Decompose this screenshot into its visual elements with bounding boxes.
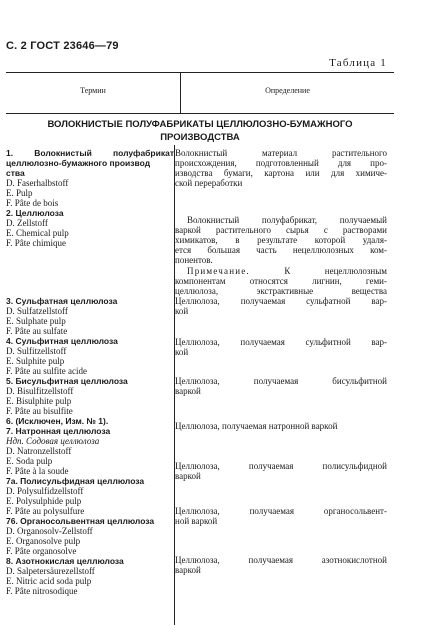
definition-line: Волокнистый материал растительного: [175, 148, 387, 158]
definition-line: понентов.: [175, 255, 213, 265]
term-line: D. Polysulfidzellstoff: [6, 486, 84, 496]
term-line: F. Pâte organosolve: [6, 546, 77, 556]
term-heading: 1. Волокнистый полуфабрикат: [6, 148, 174, 158]
table-header: [6, 72, 394, 114]
term-line: D. Faserhalbstoff: [6, 178, 69, 188]
section-title-line: ВОЛОКНИСТЫЕ ПОЛУФАБРИКАТЫ ЦЕЛЛЮЛОЗНО-БУМАЖНОГО: [47, 119, 353, 130]
definition-line: варкой растительного сырья с растворами: [175, 225, 387, 235]
term-line: E. Sulphate pulp: [6, 316, 66, 326]
definition-line: ется большая часть нецеллюлозных ком-: [175, 245, 387, 255]
term-line: D. Organosolv-Zellstoff: [6, 526, 93, 536]
term-line: E. Chemical pulp: [6, 228, 69, 238]
term-line: F. Pâte chimique: [6, 238, 67, 248]
term-heading: 76. Органосольвентная целлюлоза: [6, 516, 155, 526]
column-header-definition: Определение: [265, 86, 310, 95]
term-line: E. Organosolve pulp: [6, 536, 81, 546]
term-heading: целлюлозно-бумажного производ: [6, 158, 151, 168]
term-line: D. Bisulfitzellstoff: [6, 386, 74, 396]
definition-line: Целлюлоза, получаемая сульфатной вар-: [175, 296, 387, 306]
term-line: F. Pâte au sulfite acide: [6, 366, 88, 376]
term-line: D. Natronzellstoff: [6, 446, 72, 456]
term-heading: 2. Целлюлоза: [6, 208, 64, 218]
definition-line: Примечание. К нецеллюлозным: [187, 266, 387, 276]
definition-line: химикатов, в результате которой удаля-: [175, 235, 387, 245]
definition-line: Целлюлоза, получаемая бисульфитной: [175, 376, 387, 386]
term-line: F. Pâte à la soude: [6, 466, 69, 476]
term-heading: 8. Азотнокислая целлюлоза: [6, 556, 124, 566]
definition-line: ской переработки: [175, 178, 243, 188]
note-label: Примечание.: [187, 266, 250, 276]
definition-line: варкой: [175, 565, 201, 575]
term-line: E. Nitric acid soda pulp: [6, 576, 92, 586]
definition-line: варкой: [175, 471, 201, 481]
definition-line: Целлюлоза, получаемая натронной варкой: [175, 421, 338, 431]
term-line: E. Soda pulp: [6, 456, 53, 466]
term-heading: 7a. Полисульфидная целлюлоза: [6, 476, 145, 486]
term-line: E. Bisulphite pulp: [6, 396, 72, 406]
term-line: F. Pâte au sulfate: [6, 326, 68, 336]
definition-line: Целлюлоза, получаемая полисульфидной: [175, 461, 387, 471]
definition-line: происхождения, подготовленный для про-: [175, 158, 387, 168]
definition-line: Целлюлоза, получаемая сульфитной вар-: [175, 337, 387, 347]
term-heading: 7. Натронная целлюлоза: [6, 426, 111, 436]
section-title: [6, 118, 394, 144]
term-line: F. Pâte de bois: [6, 198, 59, 208]
page-header: С. 2 ГОСТ 23646—79: [6, 40, 119, 52]
column-header-term: Термин: [80, 86, 106, 95]
term-line: E. Polysulphide pulp: [6, 496, 82, 506]
term-line: F. Pâte au bisulfite: [6, 406, 73, 416]
term-heading: 4. Сульфитная целлюлоза: [6, 336, 118, 346]
term-heading: 5. Бисульфитная целлюлоза: [6, 376, 128, 386]
term-heading: 6. (Исключен, Изм. № 1).: [6, 416, 109, 426]
definition-line: ной варкой: [175, 516, 218, 526]
section-title-line: ПРОИЗВОДСТВА: [160, 132, 240, 143]
term-line: E. Pulp: [6, 188, 33, 198]
definition-line: целлюлоза, экстрактивные вещества: [175, 286, 387, 296]
term-line: Ндп. Содовая целлюлоза: [6, 436, 100, 446]
term-line: D. Salpetersäurezellstoff: [6, 566, 95, 576]
definition-line: кой: [175, 347, 189, 357]
term-line: D. Zellstoff: [6, 218, 48, 228]
term-line: D. Sulfitzellstoff: [6, 346, 67, 356]
term-line: F. Pâte nitrosodique: [6, 586, 78, 596]
term-line: D. Sulfatzellstoff: [6, 306, 68, 316]
definition-line: Целлюлоза, получаемая азотнокислотной: [175, 555, 387, 565]
definition-line: варкой: [175, 386, 201, 396]
definition-line: Целлюлоза, получаемая органосольвент-: [175, 506, 387, 516]
term-line: F. Pâte au polysulfure: [6, 506, 85, 516]
definition-line: кой: [175, 306, 189, 316]
definition-line: изводства бумаги, картона или для химиче-: [175, 168, 387, 178]
definition-line: Волокнистый полуфабрикат, получаемый: [187, 215, 387, 225]
term-line: E. Sulphite pulp: [6, 356, 65, 366]
term-heading: 3. Сульфатная целлюлоза: [6, 296, 118, 306]
definition-line: компонентам относятся лигнин, геми-: [175, 276, 387, 286]
table-label: Таблица 1: [329, 57, 387, 69]
term-heading: ства: [6, 168, 25, 178]
